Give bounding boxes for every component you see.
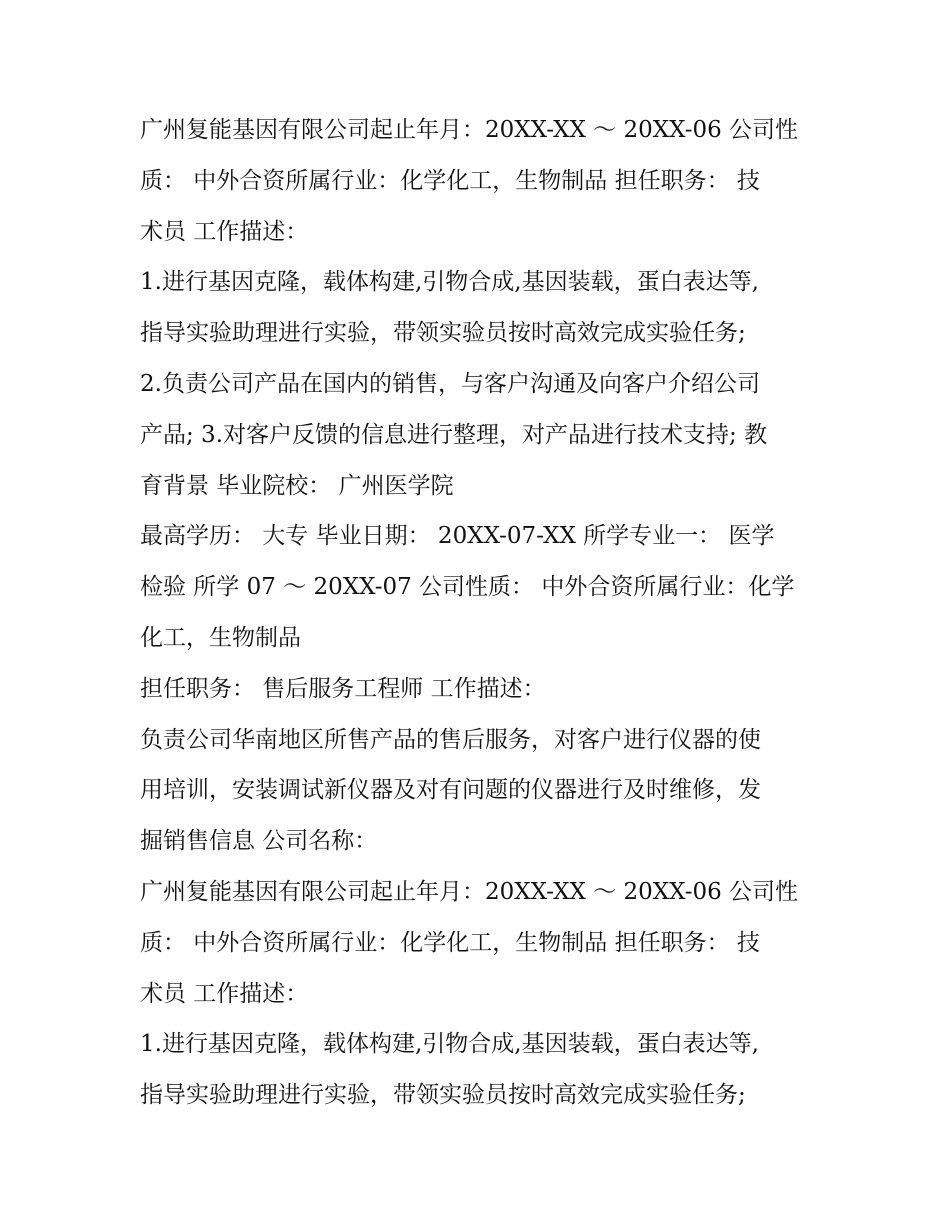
text-line: 最高学历： 大专 毕业日期： 20XX-07-XX 所学专业一： 医学 (140, 523, 775, 550)
text-line: 掘销售信息 公司名称： (140, 828, 378, 855)
text-line: 指导实验助理进行实验，带领实验员按时高效完成实验任务; (140, 1082, 746, 1109)
text-line: 1.进行基因克隆，载体构建,引物合成,基因装载，蛋白表达等, (140, 1031, 759, 1058)
text-line: 负责公司华南地区所售产品的售后服务，对客户进行仪器的使 (140, 726, 761, 753)
text-line: 术员 工作描述： (140, 218, 309, 245)
text-line: 产品; 3.对客户反馈的信息进行整理，对产品进行技术支持; 教 (140, 421, 768, 448)
text-line: 质： 中外合资所属行业：化学化工，生物制品 担任职务： 技 (140, 167, 760, 194)
text-line: 2.负责公司产品在国内的销售，与客户沟通及向客户介绍公司 (140, 370, 760, 397)
text-line: 育背景 毕业院校： 广州医学院 (140, 472, 454, 499)
document-body (140, 105, 820, 1121)
text-line: 检验 所学 07 ～ 20XX-07 公司性质： 中外合资所属行业：化学 (140, 574, 795, 601)
text-line: 广州复能基因有限公司起止年月：20XX-XX ～ 20XX-06 公司性 (140, 878, 799, 905)
text-line: 用培训，安装调试新仪器及对有问题的仪器进行及时维修，发 (140, 777, 761, 804)
text-line: 担任职务： 售后服务工程师 工作描述： (140, 675, 546, 702)
text-line: 指导实验助理进行实验，带领实验员按时高效完成实验任务; (140, 320, 746, 347)
text-line: 化工，生物制品 (140, 624, 301, 651)
text-line: 术员 工作描述： (140, 980, 309, 1007)
text-line: 1.进行基因克隆，载体构建,引物合成,基因装载，蛋白表达等, (140, 269, 759, 296)
text-line: 质： 中外合资所属行业：化学化工，生物制品 担任职务： 技 (140, 929, 760, 956)
text-line: 广州复能基因有限公司起止年月：20XX-XX ～ 20XX-06 公司性 (140, 117, 799, 143)
